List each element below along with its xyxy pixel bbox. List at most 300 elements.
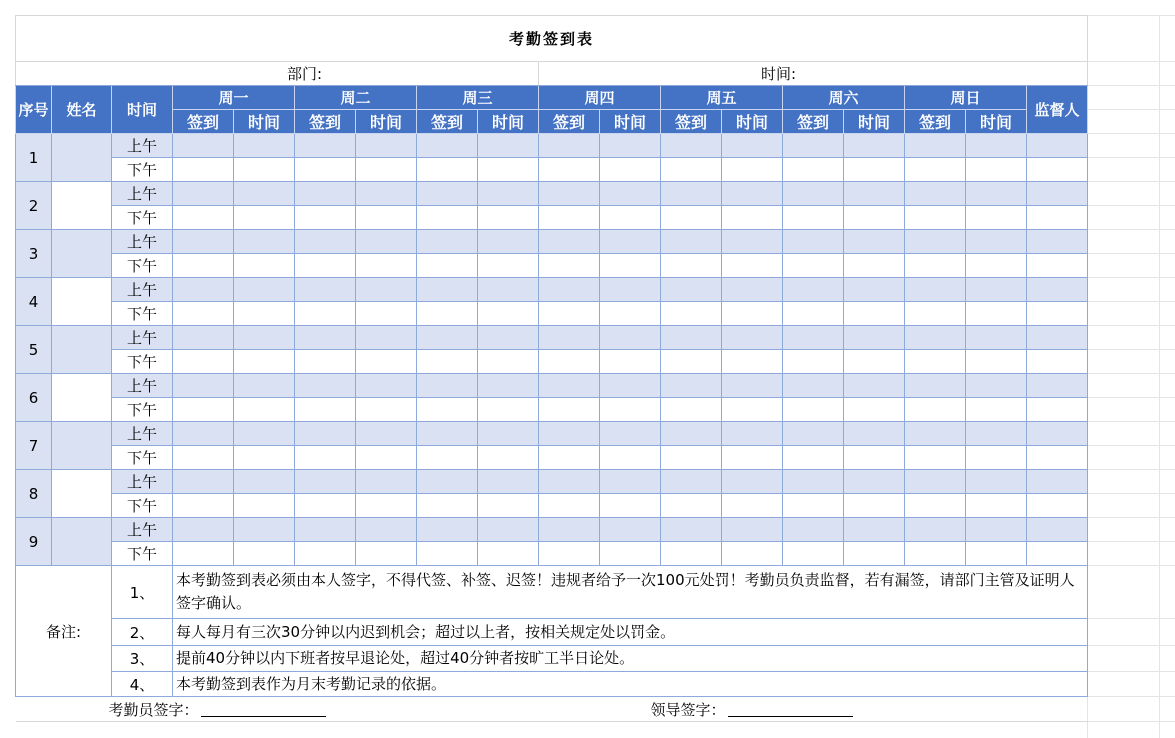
supervisor-cell[interactable] — [1027, 182, 1088, 206]
name-cell[interactable] — [52, 278, 112, 326]
sign-cell[interactable] — [539, 182, 600, 206]
sign-cell[interactable] — [966, 182, 1027, 206]
sign-cell[interactable] — [600, 422, 661, 446]
sign-cell[interactable] — [966, 518, 1027, 542]
sign-cell[interactable] — [295, 278, 356, 302]
sign-cell[interactable] — [661, 302, 722, 326]
table-row — [16, 302, 1088, 326]
sign-cell[interactable] — [478, 134, 539, 158]
sign-cell[interactable] — [295, 158, 356, 182]
sign-cell[interactable] — [356, 422, 417, 446]
sign-cell[interactable] — [356, 182, 417, 206]
sign-cell[interactable] — [234, 518, 295, 542]
sign-cell[interactable] — [478, 158, 539, 182]
sign-cell[interactable] — [722, 206, 783, 230]
sign-cell[interactable] — [661, 470, 722, 494]
sign-cell[interactable] — [173, 374, 234, 398]
sign-cell[interactable] — [600, 350, 661, 374]
sign-cell[interactable] — [966, 446, 1027, 470]
sign-cell[interactable] — [234, 302, 295, 326]
sign-cell[interactable] — [295, 230, 356, 254]
sign-cell[interactable] — [783, 326, 844, 350]
sign-cell[interactable] — [295, 398, 356, 422]
sign-cell[interactable] — [295, 254, 356, 278]
supervisor-cell[interactable] — [1027, 230, 1088, 254]
sign-cell[interactable] — [478, 350, 539, 374]
sign-cell[interactable] — [356, 206, 417, 230]
sign-cell[interactable] — [356, 278, 417, 302]
sign-cell[interactable] — [295, 446, 356, 470]
sign-cell[interactable] — [661, 326, 722, 350]
sign-cell[interactable] — [722, 182, 783, 206]
sign-cell[interactable] — [478, 422, 539, 446]
sign-cell[interactable] — [905, 182, 966, 206]
sign-cell[interactable] — [722, 470, 783, 494]
sign-cell[interactable] — [844, 494, 905, 518]
sign-cell[interactable] — [966, 350, 1027, 374]
sign-cell[interactable] — [661, 254, 722, 278]
sign-cell[interactable] — [173, 446, 234, 470]
sign-cell[interactable] — [539, 134, 600, 158]
sign-cell[interactable] — [722, 158, 783, 182]
supervisor-cell[interactable] — [1027, 206, 1088, 230]
sign-cell[interactable] — [661, 374, 722, 398]
sign-cell[interactable] — [600, 302, 661, 326]
sign-cell[interactable] — [783, 206, 844, 230]
sign-cell[interactable] — [234, 254, 295, 278]
sign-cell[interactable] — [600, 374, 661, 398]
sign-cell[interactable] — [905, 254, 966, 278]
name-cell[interactable] — [52, 374, 112, 422]
sign-cell[interactable] — [173, 494, 234, 518]
sign-cell[interactable] — [661, 422, 722, 446]
supervisor-cell[interactable] — [1027, 398, 1088, 422]
sign-cell[interactable] — [478, 542, 539, 566]
sign-cell[interactable] — [234, 350, 295, 374]
sign-cell[interactable] — [295, 518, 356, 542]
sign-cell[interactable] — [173, 470, 234, 494]
supervisor-cell[interactable] — [1027, 254, 1088, 278]
sign-cell[interactable] — [539, 470, 600, 494]
sign-cell[interactable] — [295, 422, 356, 446]
sign-cell[interactable] — [417, 542, 478, 566]
sign-cell[interactable] — [722, 446, 783, 470]
sign-cell[interactable] — [417, 230, 478, 254]
sign-cell[interactable] — [722, 374, 783, 398]
sign-cell[interactable] — [356, 374, 417, 398]
sign-cell[interactable] — [539, 398, 600, 422]
supervisor-cell[interactable] — [1027, 158, 1088, 182]
name-cell[interactable] — [52, 326, 112, 374]
sign-cell[interactable] — [295, 134, 356, 158]
sign-cell[interactable] — [173, 278, 234, 302]
sign-cell[interactable] — [417, 350, 478, 374]
sign-cell[interactable] — [539, 206, 600, 230]
sign-cell[interactable] — [783, 494, 844, 518]
sign-cell[interactable] — [966, 470, 1027, 494]
sign-cell[interactable] — [783, 278, 844, 302]
sign-cell[interactable] — [844, 518, 905, 542]
sign-cell[interactable] — [539, 446, 600, 470]
sign-cell[interactable] — [783, 350, 844, 374]
sign-cell[interactable] — [661, 446, 722, 470]
sign-cell[interactable] — [478, 398, 539, 422]
supervisor-cell[interactable] — [1027, 326, 1088, 350]
sign-cell[interactable] — [234, 446, 295, 470]
sign-cell[interactable] — [417, 374, 478, 398]
sign-cell[interactable] — [417, 302, 478, 326]
sign-cell[interactable] — [234, 326, 295, 350]
sign-cell[interactable] — [173, 518, 234, 542]
table-row — [16, 350, 1088, 374]
sign-cell[interactable] — [417, 254, 478, 278]
sign-cell[interactable] — [417, 422, 478, 446]
sign-cell[interactable] — [295, 470, 356, 494]
name-cell[interactable] — [52, 134, 112, 182]
sign-cell[interactable] — [783, 542, 844, 566]
sign-cell[interactable] — [722, 494, 783, 518]
sign-cell[interactable] — [539, 374, 600, 398]
header-day: 周日 — [905, 86, 1027, 110]
sign-cell[interactable] — [173, 254, 234, 278]
sign-cell[interactable] — [173, 326, 234, 350]
period-cell: 下午 — [112, 494, 173, 518]
sign-cell[interactable] — [356, 518, 417, 542]
sign-cell[interactable] — [417, 134, 478, 158]
sign-cell[interactable] — [234, 158, 295, 182]
sign-cell[interactable] — [356, 542, 417, 566]
sign-cell[interactable] — [661, 278, 722, 302]
sign-cell[interactable] — [295, 542, 356, 566]
sign-cell[interactable] — [966, 422, 1027, 446]
sign-cell[interactable] — [295, 182, 356, 206]
sign-cell[interactable] — [844, 422, 905, 446]
sign-cell[interactable] — [966, 542, 1027, 566]
sign-cell[interactable] — [783, 158, 844, 182]
sign-cell[interactable] — [905, 350, 966, 374]
sign-cell[interactable] — [600, 158, 661, 182]
clerk-sign-line[interactable] — [201, 705, 326, 717]
sign-cell[interactable] — [905, 422, 966, 446]
sign-cell[interactable] — [173, 158, 234, 182]
supervisor-cell[interactable] — [1027, 278, 1088, 302]
sign-cell[interactable] — [478, 518, 539, 542]
sign-cell[interactable] — [722, 542, 783, 566]
sign-cell[interactable] — [600, 518, 661, 542]
sign-cell[interactable] — [234, 470, 295, 494]
sign-cell[interactable] — [478, 326, 539, 350]
sign-cell[interactable] — [600, 398, 661, 422]
sign-cell[interactable] — [356, 350, 417, 374]
sign-cell[interactable] — [661, 518, 722, 542]
sign-cell[interactable] — [295, 326, 356, 350]
sign-cell[interactable] — [539, 518, 600, 542]
sign-cell[interactable] — [356, 158, 417, 182]
sign-cell[interactable] — [966, 494, 1027, 518]
sign-cell[interactable] — [966, 134, 1027, 158]
sign-cell[interactable] — [539, 302, 600, 326]
sign-cell[interactable] — [600, 326, 661, 350]
sign-cell[interactable] — [356, 326, 417, 350]
sign-cell[interactable] — [905, 326, 966, 350]
sign-cell[interactable] — [417, 182, 478, 206]
sign-cell[interactable] — [722, 278, 783, 302]
supervisor-cell[interactable] — [1027, 350, 1088, 374]
sign-cell[interactable] — [295, 350, 356, 374]
period-cell: 上午 — [112, 134, 173, 158]
sign-cell[interactable] — [600, 206, 661, 230]
sign-cell[interactable] — [417, 206, 478, 230]
sign-cell[interactable] — [173, 398, 234, 422]
sign-cell[interactable] — [905, 518, 966, 542]
sign-cell[interactable] — [661, 182, 722, 206]
sign-cell[interactable] — [844, 302, 905, 326]
sign-cell[interactable] — [966, 230, 1027, 254]
sign-cell[interactable] — [234, 494, 295, 518]
sign-cell[interactable] — [844, 182, 905, 206]
sign-cell[interactable] — [295, 374, 356, 398]
supervisor-cell[interactable] — [1027, 422, 1088, 446]
sign-cell[interactable] — [234, 278, 295, 302]
sign-cell[interactable] — [722, 518, 783, 542]
sign-cell[interactable] — [173, 350, 234, 374]
sign-cell[interactable] — [844, 374, 905, 398]
time-label[interactable]: 时间: — [539, 62, 1088, 86]
sign-cell[interactable] — [417, 278, 478, 302]
leader-signature[interactable] — [539, 697, 1088, 722]
sign-cell[interactable] — [966, 398, 1027, 422]
sign-cell[interactable] — [417, 158, 478, 182]
sign-cell[interactable] — [234, 398, 295, 422]
sign-cell[interactable] — [844, 206, 905, 230]
supervisor-cell[interactable] — [1027, 542, 1088, 566]
sign-cell[interactable] — [356, 398, 417, 422]
sign-cell[interactable] — [783, 518, 844, 542]
sign-cell[interactable] — [905, 374, 966, 398]
sign-cell[interactable] — [966, 326, 1027, 350]
sign-cell[interactable] — [600, 134, 661, 158]
sign-cell[interactable] — [295, 206, 356, 230]
sign-cell[interactable] — [905, 470, 966, 494]
sign-cell[interactable] — [722, 302, 783, 326]
name-cell[interactable] — [52, 470, 112, 518]
leader-sign-line[interactable] — [728, 705, 853, 717]
sign-cell[interactable] — [600, 542, 661, 566]
sign-cell[interactable] — [783, 374, 844, 398]
sign-cell[interactable] — [356, 470, 417, 494]
sign-cell[interactable] — [478, 446, 539, 470]
sign-cell[interactable] — [600, 446, 661, 470]
name-cell[interactable] — [52, 182, 112, 230]
sign-cell[interactable] — [173, 182, 234, 206]
supervisor-cell[interactable] — [1027, 518, 1088, 542]
sign-cell[interactable] — [417, 446, 478, 470]
supervisor-cell[interactable] — [1027, 302, 1088, 326]
supervisor-cell[interactable] — [1027, 470, 1088, 494]
sign-cell[interactable] — [478, 302, 539, 326]
sign-cell[interactable] — [783, 230, 844, 254]
sign-cell[interactable] — [417, 326, 478, 350]
sign-cell[interactable] — [539, 254, 600, 278]
supervisor-cell[interactable] — [1027, 134, 1088, 158]
supervisor-cell[interactable] — [1027, 374, 1088, 398]
sign-cell[interactable] — [539, 158, 600, 182]
sign-cell[interactable] — [966, 206, 1027, 230]
sign-cell[interactable] — [539, 230, 600, 254]
sign-cell[interactable] — [966, 254, 1027, 278]
table-row — [16, 374, 1088, 398]
sign-cell[interactable] — [844, 542, 905, 566]
period-cell: 上午 — [112, 518, 173, 542]
period-cell: 下午 — [112, 446, 173, 470]
sign-cell[interactable] — [234, 134, 295, 158]
sign-cell[interactable] — [539, 542, 600, 566]
sign-cell[interactable] — [783, 470, 844, 494]
sign-cell[interactable] — [966, 278, 1027, 302]
sign-cell[interactable] — [905, 398, 966, 422]
sign-cell[interactable] — [356, 230, 417, 254]
sign-cell[interactable] — [966, 302, 1027, 326]
sign-cell[interactable] — [661, 206, 722, 230]
sign-cell[interactable] — [661, 134, 722, 158]
sign-cell[interactable] — [356, 446, 417, 470]
sign-cell[interactable] — [844, 446, 905, 470]
sign-cell[interactable] — [478, 374, 539, 398]
sign-cell[interactable] — [722, 134, 783, 158]
sign-cell[interactable] — [356, 134, 417, 158]
sign-cell[interactable] — [844, 254, 905, 278]
sign-cell[interactable] — [905, 278, 966, 302]
sign-cell[interactable] — [661, 398, 722, 422]
period-cell: 下午 — [112, 254, 173, 278]
sign-cell[interactable] — [783, 422, 844, 446]
sign-cell[interactable] — [478, 494, 539, 518]
sign-cell[interactable] — [905, 542, 966, 566]
sign-cell[interactable] — [600, 278, 661, 302]
sign-cell[interactable] — [173, 422, 234, 446]
sign-cell[interactable] — [783, 182, 844, 206]
sign-cell[interactable] — [661, 542, 722, 566]
sign-cell[interactable] — [844, 230, 905, 254]
sign-cell[interactable] — [661, 158, 722, 182]
sign-cell[interactable] — [783, 398, 844, 422]
sign-cell[interactable] — [417, 470, 478, 494]
sign-cell[interactable] — [722, 422, 783, 446]
sign-cell[interactable] — [295, 302, 356, 326]
sign-cell[interactable] — [844, 278, 905, 302]
sign-cell[interactable] — [844, 326, 905, 350]
sign-cell[interactable] — [173, 302, 234, 326]
sign-cell[interactable] — [234, 206, 295, 230]
row-number: 6 — [16, 374, 52, 422]
period-cell: 下午 — [112, 398, 173, 422]
sign-cell[interactable] — [539, 494, 600, 518]
name-cell[interactable] — [52, 230, 112, 278]
name-cell[interactable] — [52, 422, 112, 470]
supervisor-cell[interactable] — [1027, 446, 1088, 470]
sign-cell[interactable] — [844, 134, 905, 158]
sign-cell[interactable] — [966, 158, 1027, 182]
sign-cell[interactable] — [478, 182, 539, 206]
sign-cell[interactable] — [539, 278, 600, 302]
sign-cell[interactable] — [356, 254, 417, 278]
clerk-signature[interactable] — [16, 697, 539, 722]
sign-cell[interactable] — [844, 158, 905, 182]
sign-cell[interactable] — [539, 326, 600, 350]
sign-cell[interactable] — [600, 254, 661, 278]
sign-cell[interactable] — [905, 134, 966, 158]
sign-cell[interactable] — [173, 542, 234, 566]
sign-cell[interactable] — [722, 350, 783, 374]
sign-cell[interactable] — [661, 494, 722, 518]
sign-cell[interactable] — [783, 254, 844, 278]
table-row — [16, 518, 1088, 542]
sign-cell[interactable] — [600, 230, 661, 254]
sign-cell[interactable] — [539, 422, 600, 446]
sign-cell[interactable] — [783, 302, 844, 326]
sign-cell[interactable] — [356, 302, 417, 326]
sign-cell[interactable] — [844, 350, 905, 374]
sign-cell[interactable] — [905, 446, 966, 470]
sign-cell[interactable] — [600, 470, 661, 494]
sign-cell[interactable] — [234, 182, 295, 206]
sign-cell[interactable] — [661, 350, 722, 374]
sign-cell[interactable] — [417, 494, 478, 518]
sign-cell[interactable] — [478, 278, 539, 302]
sign-cell[interactable] — [966, 374, 1027, 398]
sign-cell[interactable] — [234, 542, 295, 566]
sign-cell[interactable] — [478, 230, 539, 254]
sign-cell[interactable] — [783, 134, 844, 158]
supervisor-cell[interactable] — [1027, 494, 1088, 518]
name-cell[interactable] — [52, 518, 112, 566]
sign-cell[interactable] — [783, 446, 844, 470]
sign-cell[interactable] — [295, 494, 356, 518]
sign-cell[interactable] — [234, 422, 295, 446]
period-cell: 下午 — [112, 542, 173, 566]
sign-cell[interactable] — [905, 206, 966, 230]
sign-cell[interactable] — [844, 470, 905, 494]
sign-cell[interactable] — [600, 182, 661, 206]
sign-cell[interactable] — [173, 134, 234, 158]
sign-cell[interactable] — [600, 494, 661, 518]
sign-cell[interactable] — [173, 206, 234, 230]
sign-cell[interactable] — [356, 494, 417, 518]
department-label[interactable]: 部门: — [16, 62, 539, 86]
sign-cell[interactable] — [661, 230, 722, 254]
sign-cell[interactable] — [722, 326, 783, 350]
sign-cell[interactable] — [478, 470, 539, 494]
sign-cell[interactable] — [722, 230, 783, 254]
sign-cell[interactable] — [539, 350, 600, 374]
sign-cell[interactable] — [905, 302, 966, 326]
sign-cell[interactable] — [722, 254, 783, 278]
sign-cell[interactable] — [417, 518, 478, 542]
sign-cell[interactable] — [844, 398, 905, 422]
sign-cell[interactable] — [905, 230, 966, 254]
sign-cell[interactable] — [905, 158, 966, 182]
sign-cell[interactable] — [478, 206, 539, 230]
sign-cell[interactable] — [478, 254, 539, 278]
sign-cell[interactable] — [173, 230, 234, 254]
sign-cell[interactable] — [234, 374, 295, 398]
sign-cell[interactable] — [905, 494, 966, 518]
period-cell: 上午 — [112, 326, 173, 350]
sign-cell[interactable] — [234, 230, 295, 254]
sign-cell[interactable] — [722, 398, 783, 422]
sign-cell[interactable] — [417, 398, 478, 422]
note-index: 4、 — [112, 672, 173, 697]
